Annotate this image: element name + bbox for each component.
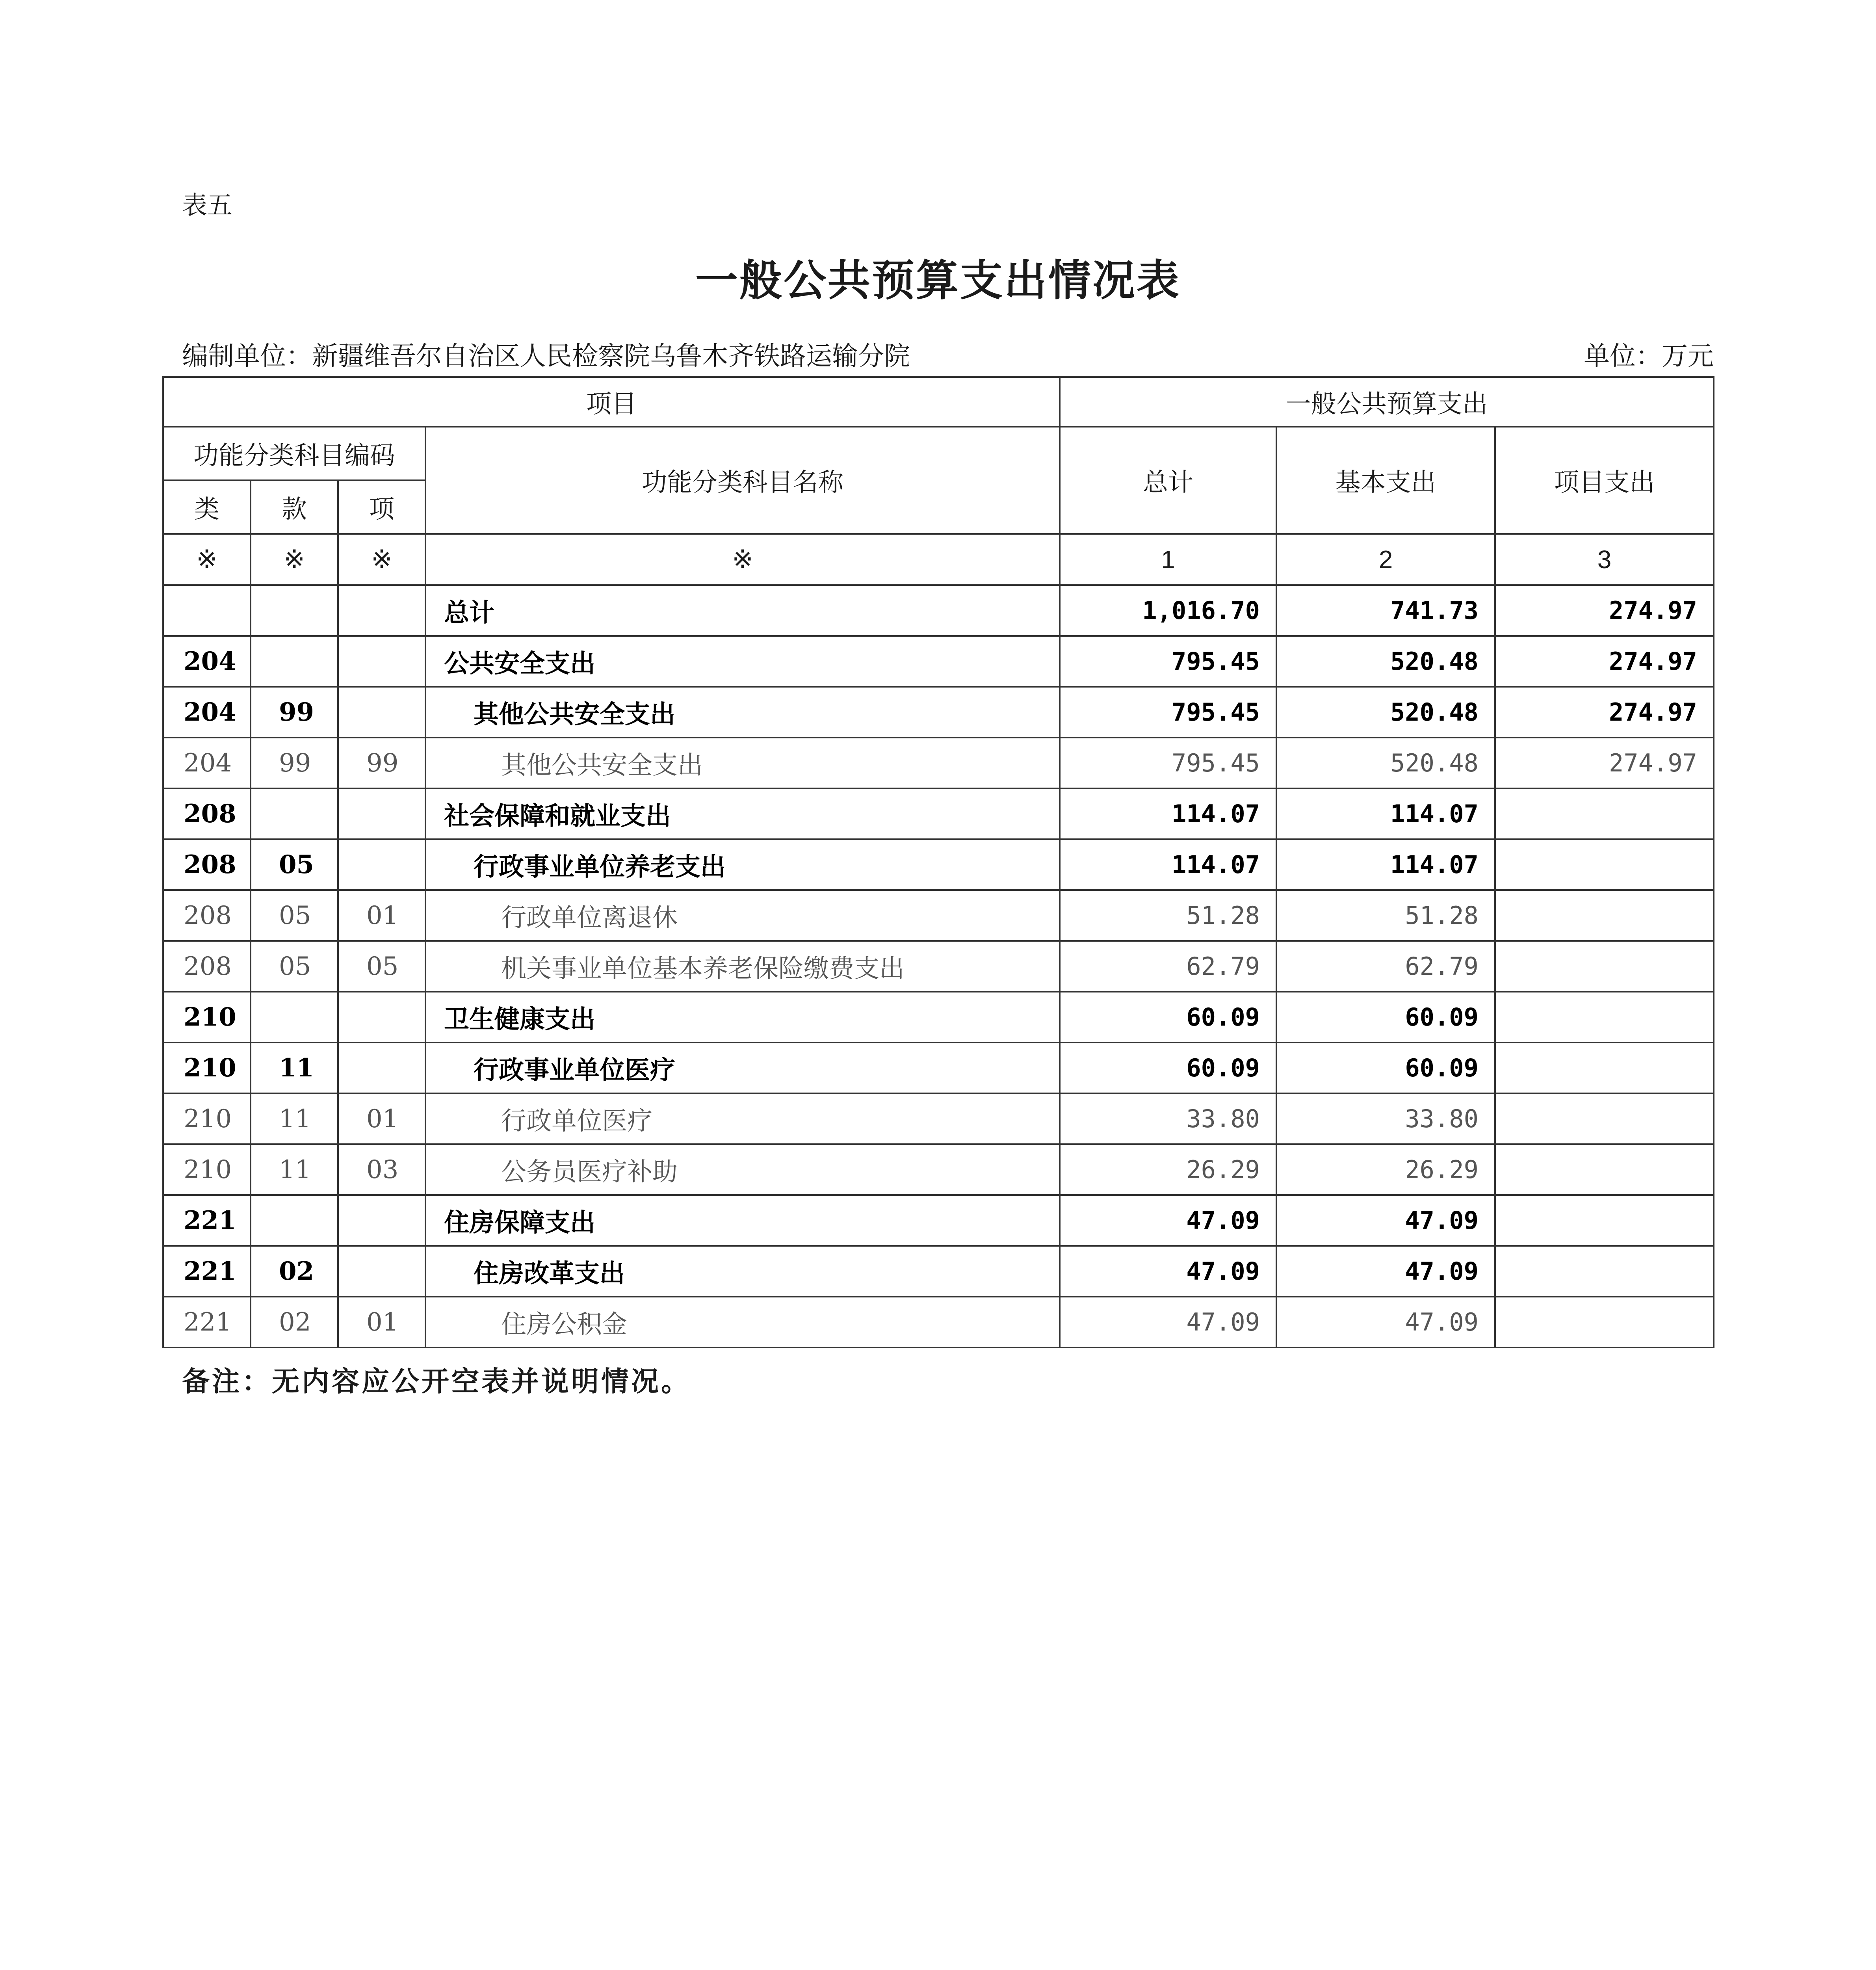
compiler-unit: 编制单位：新疆维吾尔自治区人民检察院乌鲁木齐铁路运输分院 [182,341,910,371]
row-lei: 210 [163,1144,251,1195]
row-name: 行政单位医疗 [425,1093,1060,1144]
row-lei: 204 [163,687,251,738]
row-total: 62.79 [1060,941,1276,992]
row-xiang [338,1195,425,1246]
row-kuan [251,636,338,687]
row-lei: 204 [163,738,251,788]
row-kuan: 02 [251,1297,338,1347]
currency-unit: 单位：万元 [1584,341,1714,371]
table-row [163,585,1714,636]
row-basic: 520.48 [1276,738,1495,788]
row-kuan [251,1195,338,1246]
header-budget-group: 一般公共预算支出 [1060,377,1714,427]
row-xiang: 01 [338,1297,425,1347]
row-name: 卫生健康支出 [425,992,1060,1043]
row-project [1495,941,1714,992]
header-total: 总计 [1060,427,1276,534]
row-kuan [251,788,338,839]
mark-kuan: ※ [251,534,338,585]
table-row [163,687,1714,738]
col-index-1: 1 [1060,534,1276,585]
row-kuan: 11 [251,1093,338,1144]
page-title: 一般公共预算支出情况表 [695,256,1181,305]
row-lei: 210 [163,1043,251,1093]
table-row [163,1144,1714,1195]
row-xiang [338,585,425,636]
row-project: 274.97 [1495,636,1714,687]
row-name: 公共安全支出 [425,636,1060,687]
row-lei: 208 [163,839,251,890]
row-project [1495,1144,1714,1195]
table-tag: 表五 [182,191,232,220]
row-kuan: 05 [251,890,338,941]
row-name: 住房改革支出 [425,1246,1060,1297]
row-basic: 114.07 [1276,788,1495,839]
row-name: 其他公共安全支出 [425,687,1060,738]
row-lei [163,585,251,636]
table-row [163,1246,1714,1297]
table-row [163,738,1714,788]
row-total: 1,016.70 [1060,585,1276,636]
row-kuan: 05 [251,839,338,890]
col-index-2: 2 [1276,534,1495,585]
row-total: 47.09 [1060,1297,1276,1347]
mark-xiang: ※ [338,534,425,585]
row-kuan: 11 [251,1043,338,1093]
row-lei: 204 [163,636,251,687]
header-row-1 [163,377,1714,427]
row-basic: 47.09 [1276,1195,1495,1246]
table-row [163,1195,1714,1246]
table-row [163,941,1714,992]
row-project [1495,788,1714,839]
row-xiang [338,687,425,738]
row-name: 机关事业单位基本养老保险缴费支出 [425,941,1060,992]
header-project: 项目支出 [1495,427,1714,534]
row-lei: 208 [163,941,251,992]
row-basic: 51.28 [1276,890,1495,941]
row-xiang [338,788,425,839]
row-total: 47.09 [1060,1246,1276,1297]
row-name: 社会保障和就业支出 [425,788,1060,839]
row-total: 795.45 [1060,738,1276,788]
row-total: 114.07 [1060,788,1276,839]
row-basic: 114.07 [1276,839,1495,890]
row-basic: 33.80 [1276,1093,1495,1144]
header-basic: 基本支出 [1276,427,1495,534]
row-name: 公务员医疗补助 [425,1144,1060,1195]
row-xiang [338,636,425,687]
row-kuan: 99 [251,687,338,738]
header-name: 功能分类科目名称 [425,427,1060,534]
mark-name: ※ [425,534,1060,585]
row-total: 47.09 [1060,1195,1276,1246]
row-lei: 221 [163,1297,251,1347]
row-xiang: 03 [338,1144,425,1195]
row-lei: 221 [163,1195,251,1246]
table-row [163,636,1714,687]
row-project: 274.97 [1495,687,1714,738]
row-name: 总计 [425,585,1060,636]
header-xiang: 项 [338,480,425,534]
col-index-3: 3 [1495,534,1714,585]
row-name: 行政单位离退休 [425,890,1060,941]
table-row [163,890,1714,941]
row-project [1495,890,1714,941]
row-project [1495,1297,1714,1347]
row-xiang: 01 [338,890,425,941]
row-basic: 62.79 [1276,941,1495,992]
row-xiang: 01 [338,1093,425,1144]
row-kuan: 99 [251,738,338,788]
row-xiang [338,1246,425,1297]
header-lei: 类 [163,480,251,534]
row-name: 行政事业单位养老支出 [425,839,1060,890]
row-lei: 208 [163,890,251,941]
row-kuan: 02 [251,1246,338,1297]
row-total: 795.45 [1060,687,1276,738]
row-basic: 47.09 [1276,1297,1495,1347]
row-project [1495,1093,1714,1144]
footnote: 备注：无内容应公开空表并说明情况。 [182,1365,691,1398]
row-total: 51.28 [1060,890,1276,941]
row-basic: 520.48 [1276,687,1495,738]
row-basic: 60.09 [1276,992,1495,1043]
row-project: 274.97 [1495,738,1714,788]
table-row [163,1297,1714,1347]
row-total: 26.29 [1060,1144,1276,1195]
row-total: 114.07 [1060,839,1276,890]
row-project [1495,1195,1714,1246]
mark-lei: ※ [163,534,251,585]
row-name: 住房保障支出 [425,1195,1060,1246]
row-lei: 221 [163,1246,251,1297]
row-project [1495,839,1714,890]
row-total: 60.09 [1060,1043,1276,1093]
header-item: 项目 [163,377,1060,427]
row-basic: 520.48 [1276,636,1495,687]
row-xiang: 05 [338,941,425,992]
header-row-4 [163,534,1714,585]
table-row [163,1043,1714,1093]
row-project: 274.97 [1495,585,1714,636]
row-basic: 26.29 [1276,1144,1495,1195]
table-row [163,992,1714,1043]
row-basic: 60.09 [1276,1043,1495,1093]
table-row [163,788,1714,839]
budget-table [162,376,1714,1348]
row-project [1495,992,1714,1043]
row-xiang [338,839,425,890]
row-total: 60.09 [1060,992,1276,1043]
row-total: 33.80 [1060,1093,1276,1144]
row-name: 其他公共安全支出 [425,738,1060,788]
row-kuan: 05 [251,941,338,992]
row-lei: 210 [163,992,251,1043]
row-project [1495,1043,1714,1093]
row-kuan [251,992,338,1043]
row-total: 795.45 [1060,636,1276,687]
header-row-2 [163,427,1714,480]
row-name: 住房公积金 [425,1297,1060,1347]
header-code-group: 功能分类科目编码 [163,427,425,480]
row-project [1495,1246,1714,1297]
row-name: 行政事业单位医疗 [425,1043,1060,1093]
row-lei: 208 [163,788,251,839]
table-row [163,1093,1714,1144]
row-xiang [338,992,425,1043]
row-lei: 210 [163,1093,251,1144]
row-xiang [338,1043,425,1093]
row-basic: 741.73 [1276,585,1495,636]
row-kuan: 11 [251,1144,338,1195]
row-kuan [251,585,338,636]
row-xiang: 99 [338,738,425,788]
table-row [163,839,1714,890]
header-kuan: 款 [251,480,338,534]
row-basic: 47.09 [1276,1246,1495,1297]
